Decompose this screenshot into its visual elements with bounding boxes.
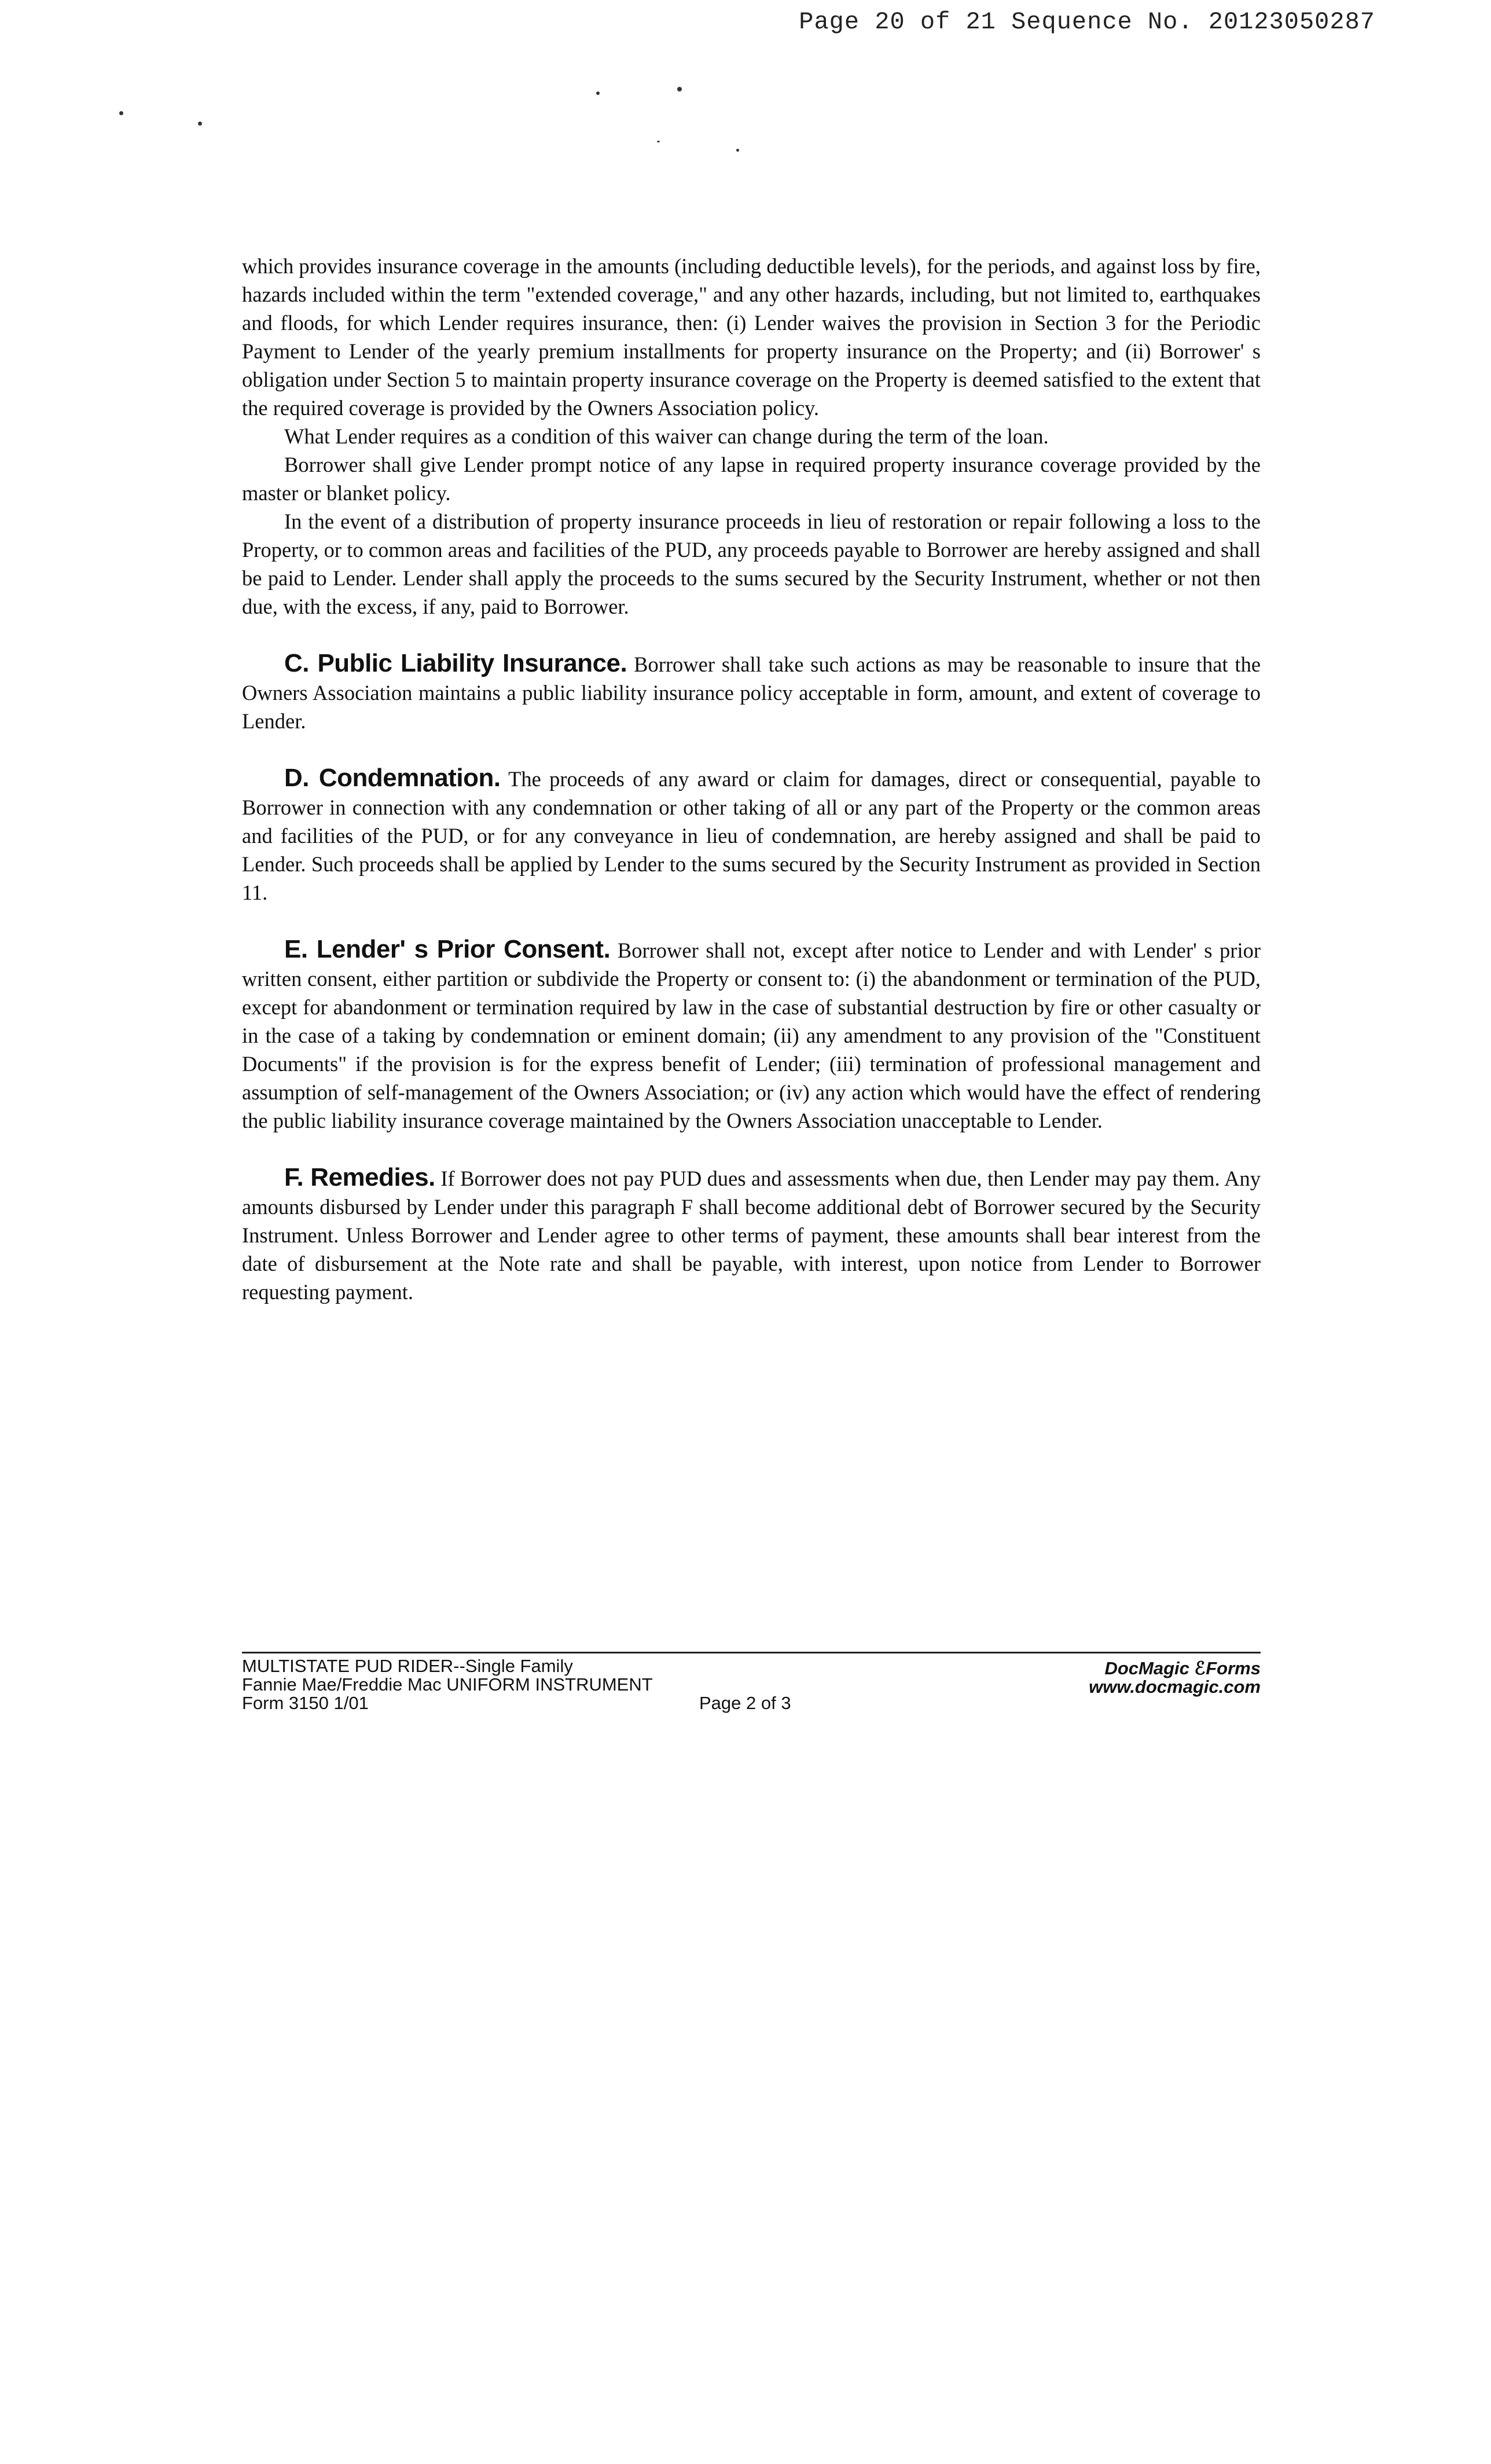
paragraph-lapse-notice: Borrower shall give Lender prompt notice of any lapse in required property insurance coverage provided by the master or blanket policy. [242,453,1261,505]
scan-speck [119,111,123,115]
instrument-name: Fannie Mae/Freddie Mac UNIFORM INSTRUMENT [242,1674,653,1695]
brand-suffix: Forms [1206,1658,1261,1678]
page-indicator: Page 2 of 3 [699,1693,791,1713]
document-body [242,252,1261,1306]
scan-speck [596,91,600,95]
section-heading: E. Lender' s Prior Consent. [284,935,611,963]
scan-speck [677,87,682,91]
scan-speck [736,149,739,152]
section-text: The proceeds of any award or claim for damages, direct or consequential, payable to Borrower in connection with any condemnation or other taking of all or any part of the Property or the common areas and facilities of the PUD, or for any conveyance in lieu of condemnation, are hereby assigned and shall be paid to Lender. Such proceeds shall be applied by Lender to the sums secured by the Security Instrument as provided in Section 11. [242,767,1261,904]
scan-speck [198,122,202,126]
section-text: Borrower shall take such actions as may be reasonable to insure that the Owners Association maintains a public liability insurance policy acceptable in form, amount, and extent of coverage to Lender. [242,652,1261,733]
paragraph-waiver-condition: What Lender requires as a condition of this waiver can change during the term of the loan. [284,424,1049,448]
form-title: MULTISTATE PUD RIDER--Single Family [242,1656,573,1676]
section-heading: D. Condemnation. [284,764,501,792]
section-public-liability-insurance [242,649,1261,735]
section-heading: F. Remedies. [284,1163,435,1191]
form-footer [242,1652,1261,1713]
scan-speck [657,141,660,142]
brand-website: www.docmagic.com [1089,1677,1261,1697]
page-sequence-stamp: Page 20 of 21 Sequence No. 20123050287 [799,8,1375,36]
paragraph-insurance-coverage: which provides insurance coverage in the amounts (including deductible levels), for the periods, and against loss by fire, hazards included within the term "extended coverage," and any other hazards, including, but not limited to, earthquakes and floods, for which Lender requires insurance, then: (i) Lender waives the provision in Section 3 for the Periodic Payment to Lender of the yearly premium installments for property insurance on the Property; and (ii) Borrower' s obligation under Section 5 to maintain property insurance coverage on the Property is deemed satisfied to the extent that the required coverage is provided by the Owners Association policy. [242,254,1261,420]
paragraph-insurance-proceeds: In the event of a distribution of property insurance proceeds in lieu of restoration or repair following a loss to the Property, or to common areas and facilities of the PUD, any proceeds payable to Borrower are hereby assigned and shall be paid to Lender. Lender shall apply the proceeds to the sums secured by the Security Instrument, whether or not then due, with the excess, if any, paid to Borrower. [242,509,1261,618]
section-lenders-prior-consent [242,935,1261,1135]
brand-logo [1089,1659,1261,1678]
section-heading: C. Public Liability Insurance. [284,649,627,677]
form-number: Form 3150 1/01 [242,1693,369,1713]
docmagic-brand [1089,1659,1261,1696]
section-text: Borrower shall not, except after notice to Lender and with Lender' s prior written consent, either partition or subdivide the Property or consent to: (i) the abandonment or termination of the PUD, except for abandonment or termination required by law in the case of substantial destruction by fire or other casualty or in the case of a taking by condemnation or eminent domain; (ii) any amendment to any provision of the "Constituent Documents" if the provision is for the express benefit of Lender; (iii) termination of professional management and assumption of self-management of the Owners Association; or (iv) any action which would have the effect of rendering the public liability insurance coverage maintained by the Owners Association unacceptable to Lender. [242,938,1261,1132]
section-condemnation [242,764,1261,907]
brand-name: DocMagic [1104,1658,1195,1678]
footer-form-info [242,1657,653,1713]
section-remedies [242,1163,1261,1306]
eforms-logo-icon: ℰ [1194,1658,1206,1678]
section-text: If Borrower does not pay PUD dues and assessments when due, then Lender may pay them. Any amounts disbursed by Lender under this paragraph F shall become additional debt of Borrower secured by the Security Instrument. Unless Borrower and Lender agree to other terms of payment, these amounts shall bear interest from the date of disbursement at the Note rate and shall be payable, with interest, upon notice from Lender to Borrower requesting payment. [242,1167,1261,1304]
